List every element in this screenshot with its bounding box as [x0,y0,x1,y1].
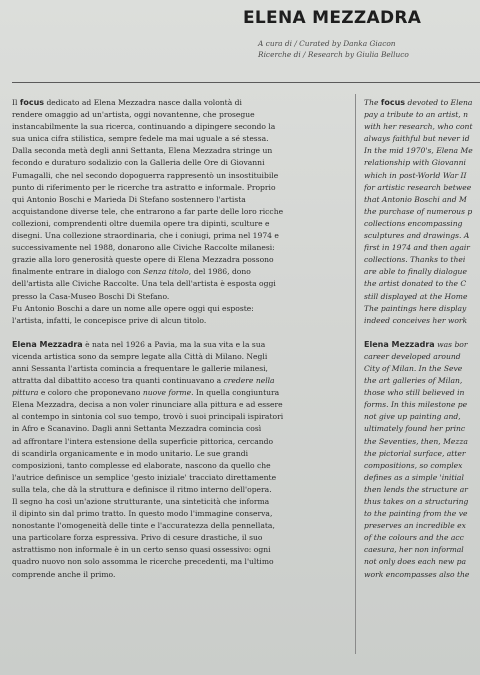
text-line [12,411,342,423]
text-run: the artist donated to the C [364,279,467,289]
text-run: career developed around [364,351,461,361]
text-run: Fu Antonio Boschi a dare un nome alle opere oggi qui esposte: [12,303,254,313]
text-run: to the painting from the ve [364,509,468,519]
text-line [12,266,342,278]
text-run: those who still believed in [364,388,465,398]
text-line [12,363,342,375]
italian-paragraph-1 [12,97,342,327]
text-line [364,121,480,133]
curated-by-credit: A cura di / Curated by Danka Giacon [258,39,396,48]
text-run: Dalla seconda metà degli anni Settanta, Elena Mezzadra stringe un [12,146,273,156]
text-line [364,508,480,520]
text-run: with her research, who cont [364,122,473,132]
italian-paragraph-2 [12,339,342,581]
text-line [364,351,480,363]
text-line [12,291,342,303]
text-line [364,170,480,182]
text-line [12,532,342,544]
text-run: Il [12,98,20,107]
text-run: in Afro e Scanavino. Dagli anni Settanta Mezzadra comincia così [12,424,262,434]
text-run: ultimately found her princ [364,424,466,434]
text-run: acquistandone diverse tele, che entrarono a far parte delle loro ricche [12,206,284,216]
text-run: caesura, her non informal [364,545,464,555]
text-line [364,133,480,145]
text-line [12,496,342,508]
text-run: of the colours and the acc [364,533,464,543]
text-line [364,266,480,278]
text-run: preserves an incredible ex [364,521,466,531]
text-line [364,532,480,544]
text-run: Elena Mezzadra [12,339,83,349]
text-line [364,157,480,169]
text-run: Fumagalli, che nel secondo dopoguerra rappresentò un insostituibile [12,170,279,180]
text-line [12,109,342,121]
text-line [364,339,480,351]
text-run: , del 1986, dono [188,267,251,277]
text-run: fecondo e duraturo sodalizio con la Galleria delle Ore di Giovanni [12,158,265,168]
text-line [364,423,480,435]
text-run: e coloro che proponevano [38,388,143,398]
text-run: not give up painting and, [364,412,461,422]
text-line [12,206,342,218]
text-line [364,387,480,399]
text-line [12,315,342,327]
text-line [364,448,480,460]
text-run: dell'artista alle Civiche Raccolte. Una tela dell'artista è esposta oggi [12,279,276,289]
text-line [364,569,480,581]
text-run: work encompasses also the [364,569,470,579]
text-line [12,472,342,484]
text-line [364,375,480,387]
text-line [12,387,342,399]
text-run: composizioni, tanto complesse ed elaborate, nascono da quello che [12,460,271,470]
text-run: punto di riferimento per le ricerche tra astratto e informale. Proprio [12,182,276,192]
text-run: il dipinto sin dal primo tratto. In questo modo l'immagine conserva, [12,509,273,519]
text-run: pay a tribute to an artist, n [364,110,469,120]
text-run: then lends the structure ar [364,484,468,494]
text-run: instancabilmente la sua ricerca, continuando a dipingere secondo la [12,122,276,132]
text-line [12,97,342,109]
text-run: nuove forme [142,388,192,398]
text-run: attratta dal dibattito acceso tra quanti continuavano a [12,376,224,386]
text-run: compositions, so complex [364,460,463,470]
text-line [12,242,342,254]
text-run: the Seventies, then, Mezza [364,436,468,446]
text-run: grazie alla loro generosità queste opere di Elena Mezzadra possono [12,255,274,265]
text-run: anni Sessanta l'artista comincia a frequentare le gallerie milanesi, [12,363,268,373]
text-run: qui Antonio Boschi e Marieda Di Stefano sostennero l'artista [12,194,246,204]
text-line [12,484,342,496]
text-run: disegni. Una collezione straordinaria, che i coniugi, prima nel 1974 e [12,231,279,241]
text-line [364,182,480,194]
text-line [12,303,342,315]
text-line [364,363,480,375]
text-line [12,569,342,581]
italian-text-column [12,97,342,581]
text-run: ad affrontare l'intera estensione della superficie pittorica, cercando [12,436,274,446]
text-line [12,375,342,387]
text-run: The [364,98,381,107]
text-run: sua unica cifra stilistica, sempre fedele ma mai uguale a sé stessa. [12,134,269,144]
text-run: focus [19,98,45,107]
text-line [12,399,342,411]
text-line [364,556,480,568]
text-run: vicenda artistica sono da sempre legate alla Città di Milano. Negli [12,351,268,361]
text-run: successivamente nel 1988, donarono alle Civiche Raccolte milanesi: [12,243,275,253]
text-run: relationship with Giovanni [364,158,466,168]
text-run: è nata nel 1926 a Pavia, ma la sua vita e la sua [82,339,266,349]
text-run: Senza titolo [143,267,189,277]
text-line [12,436,342,448]
text-line [364,254,480,266]
text-run: dedicato ad Elena Mezzadra nasce dalla volontà di [44,98,242,107]
text-line [364,436,480,448]
text-run: defines as a simple 'initial [364,472,464,482]
text-line [12,278,342,290]
text-line [12,520,342,532]
text-line [364,544,480,556]
text-run: The paintings here display [364,303,467,313]
text-run: collezioni, comprendenti oltre duemila opere tra dipinti, sculture e [12,218,270,228]
text-run: l'artista, infatti, le concepisce prive di alcun titolo. [12,315,207,325]
text-line [364,230,480,242]
text-line [364,206,480,218]
text-run: was bor [434,339,468,349]
text-run: di scandirla organicamente e in modo unitario. Le sue grandi [12,448,249,458]
text-run: sculptures and drawings. A [364,231,470,241]
text-run: City of Milan. In the Seve [364,363,463,373]
text-run: which in post-World War II [364,170,467,180]
english-text-column [364,97,480,581]
text-run: forms. In this milestone pe [364,400,468,410]
text-run: thus takes on a structuring [364,497,469,506]
text-line [12,218,342,230]
text-run: always faithful but never id [364,134,470,144]
text-line [364,242,480,254]
text-line [364,472,480,484]
text-run: collections encompassing [364,218,463,228]
text-line [12,182,342,194]
text-run: indeed conceives her work [364,315,468,325]
text-line [12,230,342,242]
english-paragraph-2 [364,339,480,581]
text-run: Elena Mezzadra, decisa a non voler rinunciare alla pittura e ad essere [12,400,283,410]
text-line [364,109,480,121]
text-run: sulla tela, che dà la struttura e definisce il ritmo interno dell'opera. [12,484,272,494]
text-run: first in 1974 and then agair [364,243,470,253]
text-line [12,157,342,169]
research-by-credit: Ricerche di / Research by Giulia Belluco [258,50,409,59]
text-run: presso la Casa-Museo Boschi Di Stefano. [12,291,170,301]
text-run: focus [380,98,406,107]
text-run: that Antonio Boschi and M [364,194,467,204]
english-paragraph-1 [364,97,480,327]
text-line [12,194,342,206]
text-line [364,291,480,303]
text-line [12,351,342,363]
text-line [12,423,342,435]
column-divider [355,94,356,654]
text-line [364,411,480,423]
text-run: Elena Mezzadra [364,339,435,349]
text-line [12,133,342,145]
text-line [364,278,480,290]
text-run: the purchase of numerous p [364,206,473,216]
text-run: quadro nuovo non solo assomma le ricerche precedenti, ma l'ultimo [12,557,274,567]
text-line [364,460,480,472]
text-line [364,520,480,532]
text-line [364,496,480,508]
text-line [12,121,342,133]
text-line [364,315,480,327]
text-run: In the mid 1970's, Elena Me [364,146,473,156]
text-run: Il segno ha così un'azione strutturante, una sinteticità che informa [12,497,270,506]
text-run: al contempo in sintonia col suo tempo, trovò i suoi principali ispiratori [12,412,284,422]
text-run: for artistic research betwee [364,182,472,192]
text-line [12,556,342,568]
text-line [12,508,342,520]
text-run: . In quella congiuntura [191,388,280,398]
text-line [12,254,342,266]
text-run: devoted to Elena [405,98,473,107]
text-line [12,145,342,157]
text-line [364,399,480,411]
text-run: pittura [12,388,39,398]
text-run: astrattismo non informale è in un certo senso quasi ossessivo: ogni [12,545,271,555]
text-line [12,460,342,472]
text-run: not only does each new pa [364,557,467,567]
text-line [364,97,480,109]
text-line [364,484,480,496]
text-line [12,339,342,351]
text-run: rendere omaggio ad un'artista, oggi novantenne, che prosegue [12,110,255,120]
text-run: l'autrice definisce un semplice 'gesto iniziale' tracciato direttamente [12,472,277,482]
text-run: nonostante l'omogeneità delle tinte e l'accuratezza della pennellata, [12,521,275,531]
text-run: una particolare forza espressiva. Privo di cesure drastiche, il suo [12,533,263,543]
text-line [364,194,480,206]
header-divider [12,82,480,83]
text-line [12,170,342,182]
text-run: finalmente entrare in dialogo con [12,267,144,277]
text-run: the art galleries of Milan, [364,376,463,386]
text-run: are able to finally dialogue [364,267,467,277]
text-run: still displayed at the Home [364,291,468,301]
text-line [364,145,480,157]
text-line [364,218,480,230]
text-run: the pictorial surface, atter [364,448,466,458]
page-title: ELENA MEZZADRA [243,8,422,28]
text-run: comprende anche il primo. [12,569,116,579]
text-line [12,448,342,460]
text-run: collections. Thanks to thei [364,255,466,265]
text-line [12,544,342,556]
text-run: credere nella [223,376,275,386]
text-line [364,303,480,315]
